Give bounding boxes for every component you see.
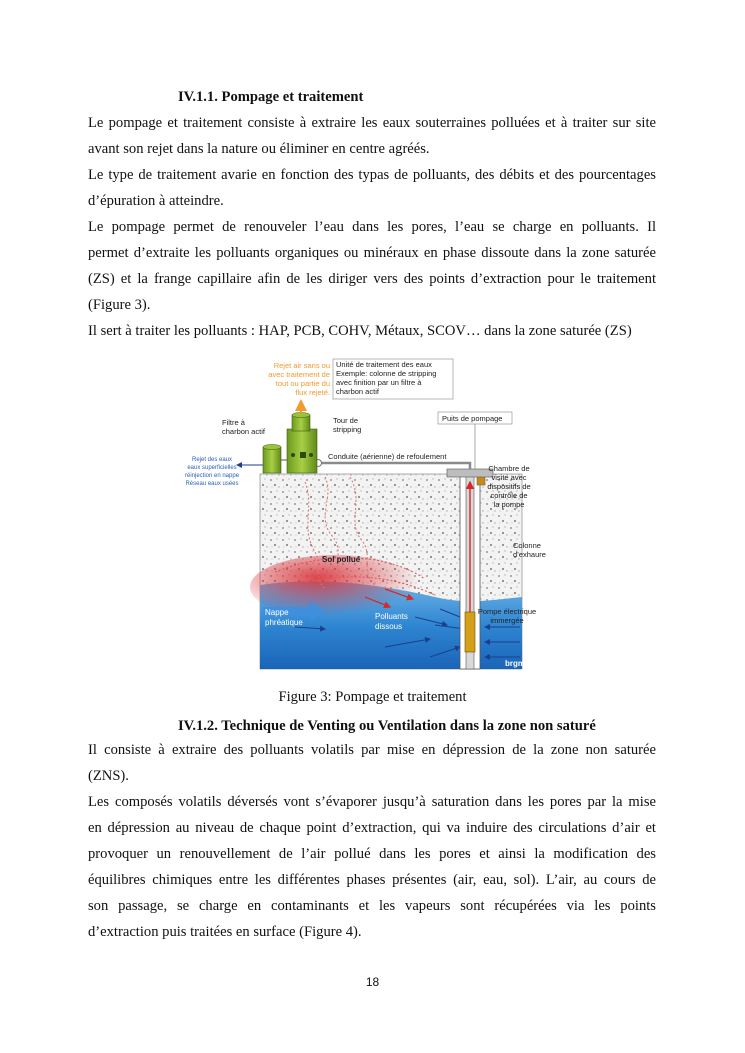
svg-text:la pompe: la pompe [493, 500, 525, 509]
section-heading-venting: IV.1.2. Technique de Venting ou Ventilation dans la zone non saturé [178, 718, 596, 734]
svg-text:avec finition par un filtre à: avec finition par un filtre à [336, 378, 422, 387]
page-number: 18 [365, 975, 380, 989]
svg-text:charbon actif: charbon actif [336, 387, 379, 396]
brgm-logo: brgm [505, 659, 525, 668]
svg-text:Réseau eaux usées: Réseau eaux usées [185, 481, 239, 487]
text-line: permet d’extraite les polluants organiques ou minéraux en phase dissoute dans la zone saturée [88, 245, 656, 261]
air-release-label [268, 361, 330, 397]
water-release-label [185, 457, 240, 487]
svg-text:flux rejeté.: flux rejeté. [295, 388, 330, 397]
figure-pompage-traitement [184, 357, 546, 671]
svg-text:avec traitement de: avec traitement de [268, 370, 330, 379]
polluted-soil-label: Sol pollué [322, 555, 361, 564]
svg-text:Unité de traitement des eaux: Unité de traitement des eaux [336, 360, 432, 369]
text-line: Il consiste à extraire des polluants volatils par mise en dépression de la zone non saturée [88, 742, 656, 758]
figure-caption: Figure 3: Pompage et traitement [278, 689, 467, 705]
svg-text:Rejet air sans ou: Rejet air sans ou [273, 361, 330, 370]
pumping-well-label: Puits de pompage [442, 414, 503, 423]
svg-text:immergée: immergée [490, 616, 524, 625]
svg-text:dissous: dissous [375, 622, 403, 631]
discharge-pipe-label: Conduite (aérienne) de refoulement [328, 452, 447, 461]
svg-text:réinjection en nappe: réinjection en nappe [184, 473, 240, 479]
text-line: d’épuration à atteindre. [88, 193, 224, 209]
text-line: équilibres chimiques entre les différentes phases présentes (air, eau, sol). L’air, au cours de [88, 872, 656, 888]
activated-carbon-filter-icon [263, 447, 281, 473]
svg-text:Polluants: Polluants [375, 612, 408, 621]
svg-text:Filtre à: Filtre à [222, 418, 245, 427]
text-line: d’extraction puis traitées en surface (Figure 4). [88, 924, 362, 940]
svg-text:Nappe: Nappe [265, 608, 289, 617]
svg-text:dispositifs de: dispositifs de [487, 482, 531, 491]
text-line: (ZNS). [88, 768, 129, 784]
carbon-filter-label [222, 418, 266, 436]
exhaust-column-label [513, 541, 546, 559]
pump-treat-diagram [184, 357, 546, 671]
svg-text:tout ou partie du: tout ou partie du [275, 379, 330, 388]
text-line: en dépression au niveau de chaque point d’extraction, qui va induire des circulations d’air et [88, 820, 656, 836]
text-line: (Figure 3). [88, 297, 151, 313]
stripping-tower-label [333, 416, 361, 434]
svg-text:Rejet des eaux: Rejet des eaux [191, 457, 233, 463]
text-line: Le type de traitement avarie en fonction des typas de polluants, des débits et des pourcentages [88, 167, 656, 183]
section-heading-pompage: IV.1.1. Pompage et traitement [178, 89, 364, 105]
stripping-tower-icon [287, 429, 317, 473]
svg-text:Pompe électrique: Pompe électrique [477, 607, 537, 616]
svg-text:stripping: stripping [333, 425, 362, 434]
paragraph-pompage [88, 110, 656, 344]
text-line: Il sert à traiter les polluants : HAP, PCB, COHV, Métaux, SCOV… dans la zone saturée (ZS) [88, 323, 632, 339]
text-line: Les composés volatils déversés vont s’évaporer jusqu’à saturation dans les pores par la mise [88, 794, 656, 810]
submersible-pump-icon [465, 612, 475, 652]
text-line: (ZS) et la frange capillaire afin de les diriger vers des points d’extraction pour le traitement [88, 271, 656, 287]
svg-text:charbon actif: charbon actif [222, 427, 265, 436]
text-line: son passage, se charge en contaminants et les vapeurs sont récupérées via les points [88, 898, 656, 914]
svg-text:eaux superficielles: eaux superficielles [187, 465, 237, 471]
svg-text:Exemple: colonne de stripping: Exemple: colonne de stripping [336, 369, 437, 378]
paragraph-venting [88, 737, 656, 945]
text-line: Le pompage et traitement consiste à extraire les eaux souterraines polluées et à traiter sur site [88, 115, 656, 131]
discharge-pipe [318, 463, 470, 469]
svg-text:Tour de: Tour de [333, 416, 359, 425]
svg-text:Colonne: Colonne [513, 541, 541, 550]
inspection-chamber-label [487, 464, 530, 509]
text-line: Le pompage permet de renouveler l’eau dans les pores, l’eau se charge en polluants. Il [88, 219, 656, 235]
svg-text:d’exhaure: d’exhaure [513, 550, 546, 559]
text-line: avant son rejet dans la nature ou éliminer en centre agréés. [88, 141, 430, 157]
text-line: provoquer un renouvellement de l’air pollué dans les pores et ainsi la modification des [88, 846, 656, 862]
svg-text:contrôle de: contrôle de [490, 491, 528, 500]
svg-text:visite avec: visite avec [491, 473, 527, 482]
svg-text:Chambre de: Chambre de [488, 464, 530, 473]
svg-text:phréatique: phréatique [265, 618, 303, 627]
